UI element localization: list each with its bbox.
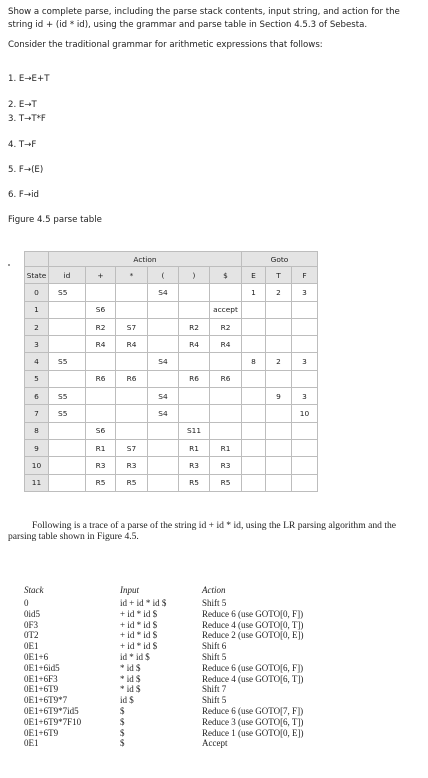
table-cell xyxy=(210,353,242,370)
table-cell: R6 xyxy=(179,370,210,387)
column-header: ( xyxy=(148,267,179,284)
action-entry: Shift 6 xyxy=(202,641,227,652)
action-column xyxy=(202,585,304,749)
table-cell xyxy=(49,457,86,474)
stack-entry: 0E1+6 xyxy=(24,651,49,662)
table-cell: S6 xyxy=(86,301,116,318)
table-cell xyxy=(242,474,266,491)
input-column xyxy=(120,585,166,749)
input-entry: + id * id $ xyxy=(120,630,158,641)
table-cell: 10 xyxy=(292,405,318,422)
stack-entry: 0E1+6T9*7F10 xyxy=(24,716,82,727)
table-cell xyxy=(242,318,266,335)
table-cell: R4 xyxy=(179,336,210,353)
table-cell xyxy=(179,405,210,422)
table-cell: R3 xyxy=(116,457,148,474)
table-cell: R4 xyxy=(210,336,242,353)
table-cell xyxy=(210,405,242,422)
intro-line-1: Show a complete parse, including the parse stack contents, input string, and action for the xyxy=(8,7,400,17)
stack-entry: 0T2 xyxy=(24,630,39,641)
state-cell: 8 xyxy=(25,422,49,439)
input-header: Input xyxy=(120,585,139,595)
stack-entry: 0E1+6F3 xyxy=(24,673,58,684)
grammar-rule-2: 2. E→T xyxy=(8,100,37,110)
table-cell xyxy=(116,422,148,439)
input-entry: $ xyxy=(120,705,125,716)
column-header: T xyxy=(266,267,292,284)
table-cell xyxy=(292,457,318,474)
table-row xyxy=(25,457,318,474)
table-column-header-row xyxy=(25,267,318,284)
table-cell xyxy=(179,284,210,301)
stack-header: Stack xyxy=(24,585,44,595)
intro-line-3: Consider the traditional grammar for arithmetic expressions that follows: xyxy=(8,40,323,51)
table-cell: 2 xyxy=(266,284,292,301)
table-cell xyxy=(266,474,292,491)
state-cell: 9 xyxy=(25,439,49,456)
column-header: ) xyxy=(179,267,210,284)
input-entry: $ xyxy=(120,716,125,727)
input-entry: id $ xyxy=(120,695,134,706)
column-header: F xyxy=(292,267,318,284)
stack-entry: 0E1+6T9*7 xyxy=(24,695,68,706)
table-cell: R5 xyxy=(86,474,116,491)
action-entry: Reduce 2 (use GOTO[0, E]) xyxy=(202,630,304,641)
table-cell xyxy=(266,405,292,422)
input-entry: $ xyxy=(120,738,125,749)
column-header: E xyxy=(242,267,266,284)
table-cell xyxy=(242,336,266,353)
table-cell xyxy=(292,439,318,456)
table-cell xyxy=(148,439,179,456)
state-cell: 2 xyxy=(25,318,49,335)
table-cell: R2 xyxy=(179,318,210,335)
grammar-rule-1: 1. E→E+T xyxy=(8,74,50,84)
state-cell: 3 xyxy=(25,336,49,353)
table-cell xyxy=(242,301,266,318)
table-cell: S4 xyxy=(148,405,179,422)
state-cell: 5 xyxy=(25,370,49,387)
state-cell: 10 xyxy=(25,457,49,474)
table-cell xyxy=(116,388,148,405)
table-cell: 1 xyxy=(242,284,266,301)
table-cell xyxy=(148,422,179,439)
table-row xyxy=(25,474,318,491)
table-cell xyxy=(116,301,148,318)
table-row xyxy=(25,405,318,422)
action-entry: Reduce 4 (use GOTO[6, T]) xyxy=(202,673,304,684)
state-cell: 1 xyxy=(25,301,49,318)
table-cell xyxy=(266,370,292,387)
table-body xyxy=(25,284,318,492)
input-entry: id + id * id $ xyxy=(120,598,167,608)
table-cell xyxy=(49,301,86,318)
table-cell xyxy=(49,422,86,439)
action-entry: Shift 5 xyxy=(202,651,227,662)
table-cell xyxy=(116,405,148,422)
action-entry: Reduce 6 (use GOTO[6, F]) xyxy=(202,662,304,673)
table-cell: R3 xyxy=(210,457,242,474)
table-cell xyxy=(242,370,266,387)
question-text xyxy=(8,6,422,52)
stack-entry: 0F3 xyxy=(24,619,39,630)
table-cell xyxy=(49,318,86,335)
table-cell: 3 xyxy=(292,353,318,370)
table-row xyxy=(25,353,318,370)
table-cell: R6 xyxy=(116,370,148,387)
stack-entry: 0E1+6T9*7id5 xyxy=(24,705,79,716)
table-cell xyxy=(292,318,318,335)
table-cell: R2 xyxy=(210,318,242,335)
stack-entry: 0id5 xyxy=(24,608,41,619)
table-cell xyxy=(116,284,148,301)
table-cell: S4 xyxy=(148,353,179,370)
table-cell xyxy=(266,336,292,353)
table-cell xyxy=(292,370,318,387)
table-cell xyxy=(148,457,179,474)
action-entry: Shift 7 xyxy=(202,684,227,695)
table-cell xyxy=(148,370,179,387)
table-cell xyxy=(49,336,86,353)
table-cell xyxy=(49,370,86,387)
action-entry: Reduce 6 (use GOTO[0, F]) xyxy=(202,608,304,619)
table-cell: R1 xyxy=(210,439,242,456)
table-cell xyxy=(242,457,266,474)
table-group-header-row xyxy=(25,252,318,267)
table-cell: R3 xyxy=(86,457,116,474)
input-entry: * id $ xyxy=(120,662,141,673)
figure-label: Figure 4.5 parse table xyxy=(8,215,102,225)
table-row xyxy=(25,284,318,301)
grammar-rule-6: 6. F→id xyxy=(8,190,39,200)
action-entry: Reduce 1 (use GOTO[0, E]) xyxy=(202,727,304,738)
table-cell xyxy=(179,388,210,405)
table-cell: S6 xyxy=(86,422,116,439)
table-cell xyxy=(210,284,242,301)
table-cell xyxy=(292,336,318,353)
input-entry: $ xyxy=(120,727,125,738)
column-header: id xyxy=(49,267,86,284)
table-cell: S5 xyxy=(49,353,86,370)
table-cell: S5 xyxy=(49,284,86,301)
table-row xyxy=(25,388,318,405)
stack-entry: 0E1+6T9 xyxy=(24,684,59,695)
table-cell xyxy=(49,474,86,491)
table-cell xyxy=(266,422,292,439)
column-header: State xyxy=(25,267,49,284)
action-entry: Shift 5 xyxy=(202,598,227,608)
table-cell xyxy=(148,318,179,335)
table-cell xyxy=(210,422,242,439)
table-cell xyxy=(266,457,292,474)
table-cell xyxy=(292,301,318,318)
table-cell xyxy=(242,388,266,405)
stack-entry: 0E1 xyxy=(24,641,39,652)
table-cell: R4 xyxy=(116,336,148,353)
input-entry: + id * id $ xyxy=(120,619,158,630)
table-cell: S5 xyxy=(49,405,86,422)
action-header: Action xyxy=(49,252,242,267)
table-cell: R1 xyxy=(86,439,116,456)
bullet-dot xyxy=(8,264,10,266)
state-cell: 0 xyxy=(25,284,49,301)
stack-entry: 0 xyxy=(24,598,29,608)
table-cell xyxy=(86,353,116,370)
grammar-rule-3: 3. T→T*F xyxy=(8,114,46,124)
goto-header: Goto xyxy=(242,252,318,267)
table-cell: S4 xyxy=(148,284,179,301)
table-cell: accept xyxy=(210,301,242,318)
table-row xyxy=(25,370,318,387)
table-row xyxy=(25,301,318,318)
table-cell xyxy=(242,405,266,422)
table-cell xyxy=(148,336,179,353)
input-entry: * id $ xyxy=(120,684,141,695)
table-corner-cell xyxy=(25,252,49,267)
input-entry: + id * id $ xyxy=(120,608,158,619)
state-cell: 11 xyxy=(25,474,49,491)
stack-entry: 0E1+6T9 xyxy=(24,727,59,738)
table-cell: R1 xyxy=(179,439,210,456)
table-cell: 3 xyxy=(292,388,318,405)
table-row xyxy=(25,318,318,335)
grammar-rule-5: 5. F→(E) xyxy=(8,165,44,175)
table-cell: S5 xyxy=(49,388,86,405)
table-cell: S7 xyxy=(116,318,148,335)
table-cell: R6 xyxy=(210,370,242,387)
table-cell xyxy=(86,284,116,301)
table-cell: R5 xyxy=(116,474,148,491)
intro-line-2: string id + (id * id), using the grammar and parse table in Section 4.5.3 of Sebesta. xyxy=(8,19,368,30)
stack-entry: 0E1+6id5 xyxy=(24,662,60,673)
table-cell xyxy=(242,422,266,439)
table-cell xyxy=(210,388,242,405)
input-entry: * id $ xyxy=(120,673,141,684)
trace-caption: Following is a trace of a parse of the string id + id * id, using the LR parsing algorithm and the parsing table shown in Figure 4.5. xyxy=(8,520,397,542)
table-cell: R5 xyxy=(210,474,242,491)
table-cell xyxy=(148,301,179,318)
grammar-rule-4: 4. T→F xyxy=(8,140,37,150)
parse-table xyxy=(24,251,318,492)
action-entry: Reduce 6 (use GOTO[7, F]) xyxy=(202,705,304,716)
column-header: * xyxy=(116,267,148,284)
input-entry: id * id $ xyxy=(120,651,150,662)
table-cell xyxy=(242,439,266,456)
table-cell xyxy=(49,439,86,456)
table-cell: 8 xyxy=(242,353,266,370)
table-cell xyxy=(148,474,179,491)
action-column-header: Action xyxy=(202,585,226,595)
table-row xyxy=(25,439,318,456)
table-cell: 3 xyxy=(292,284,318,301)
table-cell: S7 xyxy=(116,439,148,456)
column-header: $ xyxy=(210,267,242,284)
table-cell: R2 xyxy=(86,318,116,335)
stack-entry: 0E1 xyxy=(24,738,39,749)
action-entry: Shift 5 xyxy=(202,695,227,706)
table-cell xyxy=(116,353,148,370)
table-cell: S11 xyxy=(179,422,210,439)
table-cell: R4 xyxy=(86,336,116,353)
table-cell: R6 xyxy=(86,370,116,387)
stack-column xyxy=(24,585,81,749)
table-cell xyxy=(292,422,318,439)
table-row xyxy=(25,336,318,353)
table-cell: 2 xyxy=(266,353,292,370)
table-cell xyxy=(179,301,210,318)
table-cell: R5 xyxy=(179,474,210,491)
table-cell xyxy=(86,388,116,405)
table-cell xyxy=(266,301,292,318)
column-header: + xyxy=(86,267,116,284)
table-cell xyxy=(86,405,116,422)
state-cell: 4 xyxy=(25,353,49,370)
table-cell xyxy=(179,353,210,370)
action-entry: Reduce 3 (use GOTO[6, T]) xyxy=(202,716,304,727)
table-cell: S4 xyxy=(148,388,179,405)
action-entry: Reduce 4 (use GOTO[0, T]) xyxy=(202,619,304,630)
table-cell xyxy=(266,318,292,335)
table-cell xyxy=(292,474,318,491)
table-cell xyxy=(266,439,292,456)
state-cell: 7 xyxy=(25,405,49,422)
input-entry: + id * id $ xyxy=(120,641,158,652)
table-cell: R3 xyxy=(179,457,210,474)
table-cell: 9 xyxy=(266,388,292,405)
table-row xyxy=(25,422,318,439)
action-entry: Accept xyxy=(202,738,228,749)
state-cell: 6 xyxy=(25,388,49,405)
